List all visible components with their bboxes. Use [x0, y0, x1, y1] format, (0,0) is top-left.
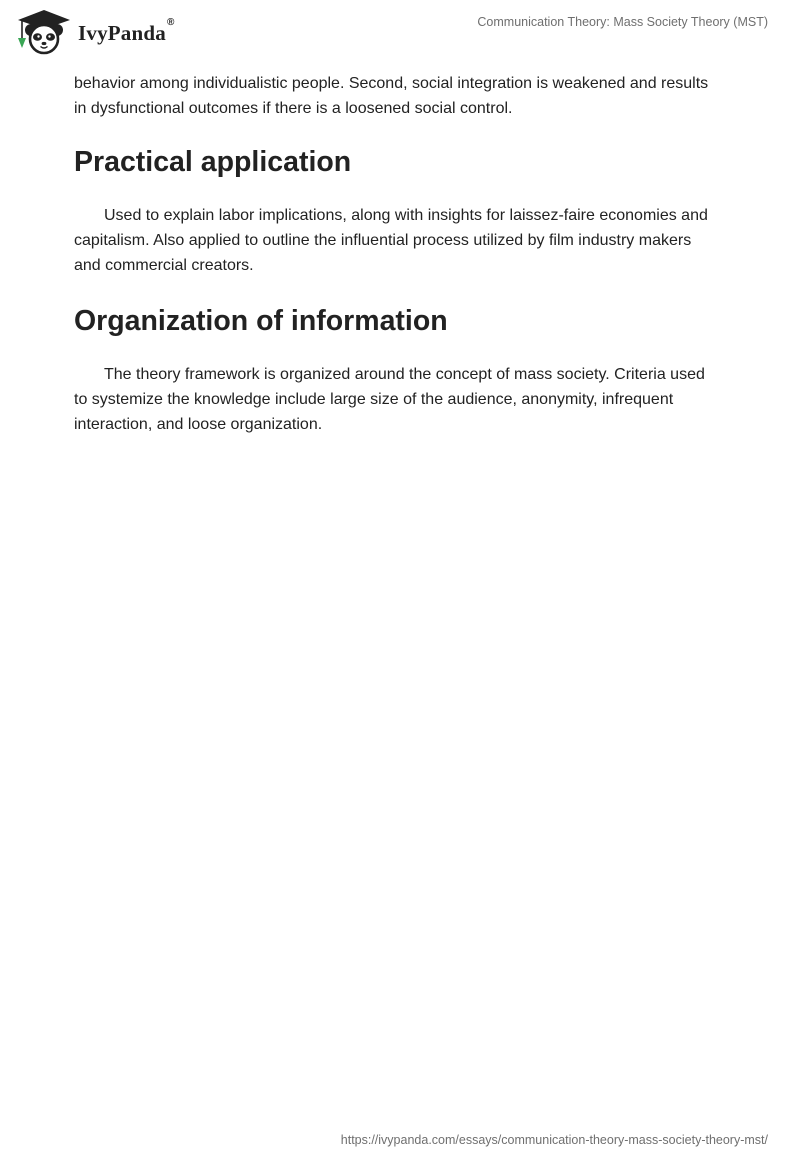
source-url-link[interactable]: https://ivypanda.com/essays/communication-theory-mass-society-theory-mst/: [340, 1133, 768, 1147]
ivypanda-logo[interactable]: [14, 8, 175, 56]
section-paragraph-organization-of-information: The theory framework is organized around the concept of mass society. Criteria used to systemize the knowledge include large size of the audience, anonymity, infrequent interaction, and loose organization.: [74, 366, 705, 433]
document-title: Communication Theory: Mass Society Theory (MST): [477, 15, 768, 29]
section-heading-practical-application: Practical application: [74, 146, 352, 178]
intro-paragraph: behavior among individualistic people. Second, social integration is weakened and results in dysfunctional outcomes if there is a loosened social control.: [74, 75, 709, 117]
brand-name-text: IvyPanda: [78, 20, 166, 45]
section-heading-organization-of-information: Organization of information: [74, 305, 448, 337]
brand-name: [78, 16, 175, 46]
panda-graduate-icon: [14, 8, 72, 56]
registered-mark: ®: [166, 16, 175, 28]
page-header: [0, 0, 800, 60]
essay-content: [74, 71, 714, 437]
section-paragraph-practical-application: Used to explain labor implications, along with insights for laissez-faire economies and capitalism. Also applied to outline the influential process utilized by film industry makers and commercial creators.: [74, 207, 708, 274]
